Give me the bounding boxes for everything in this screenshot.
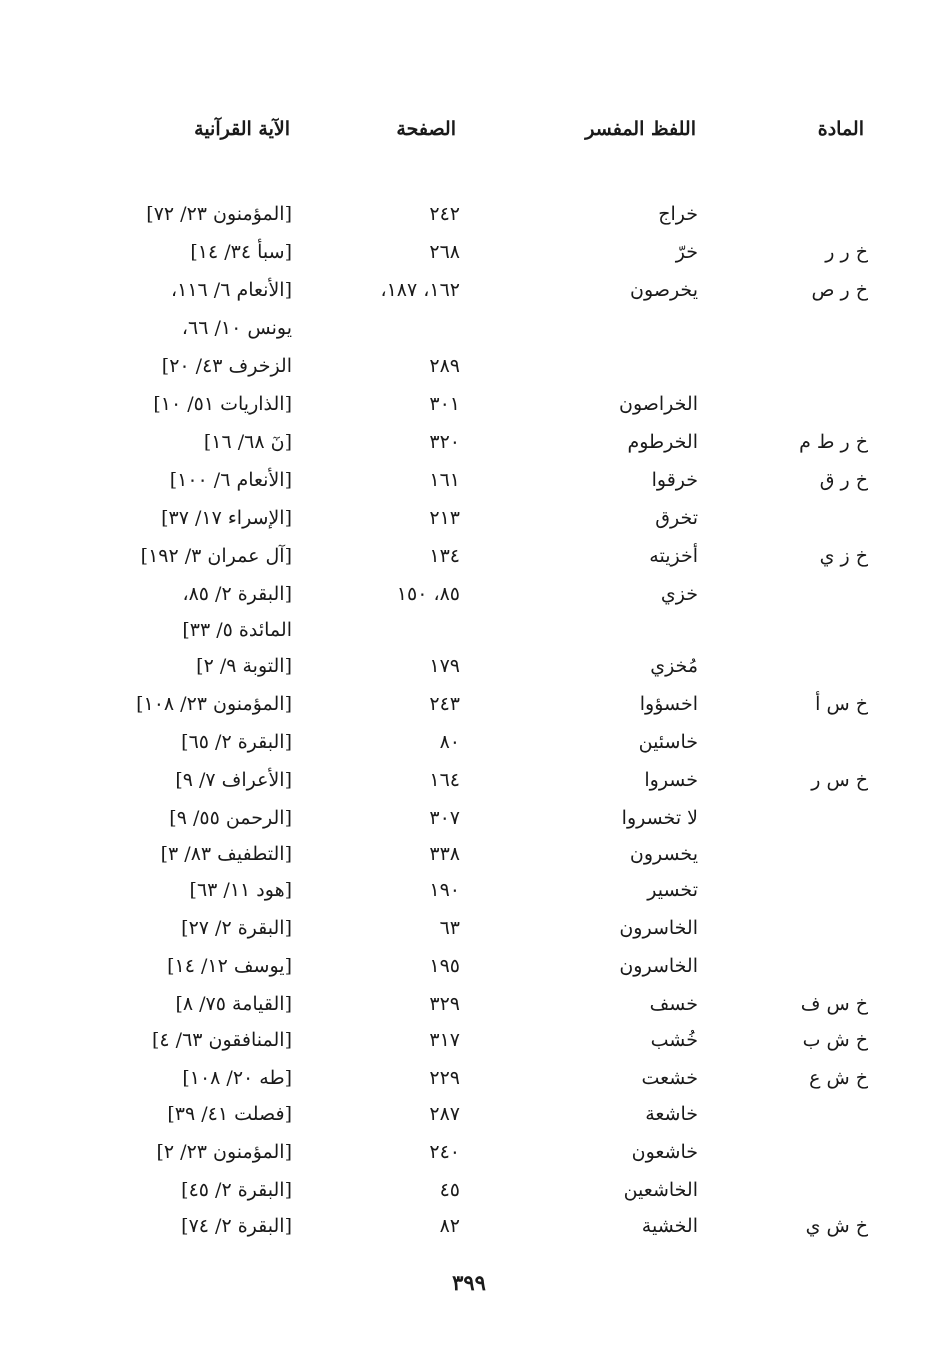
verse-ref-cell: الزخرف ٤٣/ ٢٠] [161,355,292,377]
verse-ref-cell: [البقرة ٢/ ٤٥] [181,1179,292,1201]
page-cell: ٢٦٨ [429,241,460,263]
word-cell: الخشية [641,1215,698,1237]
table-row [0,948,938,984]
page-cell: ٨٠ [439,731,460,753]
page-cell: ١٦٤ [429,769,460,791]
table-row [0,986,938,1022]
header-root: المادة [817,118,864,140]
page-number: ٣٩٩ [452,1270,486,1295]
table-row [0,686,938,722]
page-cell: ٢١٣ [429,507,460,529]
page-cell: ١٩٥ [429,955,460,977]
table-row [0,272,938,308]
word-cell: خرّ [675,241,698,263]
verse-ref-cell: [القيامة ٧٥/ ٨] [175,993,292,1015]
verse-ref-cell: [هود ١١/ ٦٣] [189,879,292,901]
verse-ref-cell: [المنافقون ٦٣/ ٤] [151,1029,292,1051]
verse-ref-cell: [المؤمنون ٢٣/ ١٠٨] [136,693,292,715]
table-row [0,234,938,270]
verse-ref-cell: [البقرة ٢/ ٨٥، [182,583,292,605]
root-cell: خ ز ي [819,545,868,567]
word-cell: أخزيته [649,545,698,567]
page-cell: ١٩٠ [429,879,460,901]
table-row [0,196,938,232]
table-row [0,348,938,384]
verse-ref-cell: يونس ١٠/ ٦٦، [181,317,292,339]
word-cell: مُخزي [650,655,698,677]
table-row [0,424,938,460]
word-cell: خاشعون [631,1141,698,1163]
table-row [0,1134,938,1170]
word-cell: اخسؤوا [639,693,698,715]
verse-ref-cell: [المؤمنون ٢٣/ ٢] [156,1141,292,1163]
verse-ref-cell: [المؤمنون ٢٣/ ٧٢] [146,203,292,225]
table-row [0,1172,938,1208]
verse-ref-cell: [الرحمن ٥٥/ ٩] [169,807,292,829]
table-row [0,462,938,498]
table-row [0,800,938,836]
word-cell: خراج [658,203,698,225]
word-cell: تخسير [647,879,698,901]
verse-ref-cell: [طه ٢٠/ ١٠٨] [182,1067,292,1089]
table-row [0,612,938,648]
table-row [0,1208,938,1244]
page-cell: ٣٠١ [429,393,460,415]
verse-ref-cell: [آل عمران ٣/ ١٩٢] [140,545,292,567]
word-cell: خزي [660,583,698,605]
root-cell: خ س ف [800,993,868,1015]
page-cell: ٢٨٧ [429,1103,460,1125]
page-cell: ٣٢٩ [429,993,460,1015]
root-cell: خ ش ي [805,1215,868,1237]
table-row [0,576,938,612]
word-cell: خاشعة [645,1103,698,1125]
word-cell: الخاسرون [619,955,698,977]
header-verse-ref: الآية القرآنية [194,118,290,140]
verse-ref-cell: [الأعراف ٧/ ٩] [175,769,292,791]
table-row [0,386,938,422]
word-cell: خسروا [644,769,698,791]
word-cell: يخرصون [630,279,698,301]
table-row [0,836,938,872]
page-cell: ٨٢ [439,1215,460,1237]
word-cell: الخاسرون [619,917,698,939]
word-cell: الخاشعين [623,1179,698,1201]
table-row [0,1060,938,1096]
word-cell: الخراصون [619,393,698,415]
root-cell: خ ش ع [809,1067,868,1089]
verse-ref-cell: [البقرة ٢/ ٢٧] [181,917,292,939]
verse-ref-cell: [فصلت ٤١/ ٣٩] [167,1103,292,1125]
table-row [0,1022,938,1058]
root-cell: خ ش ب [802,1029,868,1051]
table-row [0,648,938,684]
verse-ref-cell: [الأنعام ٦/ ١١٦، [170,279,292,301]
root-cell: خ ر ق [819,469,868,491]
page-cell: ٣٠٧ [429,807,460,829]
table-row [0,762,938,798]
page-cell: ١٧٩ [429,655,460,677]
root-cell: خ ر ر [825,241,868,263]
table-row [0,1096,938,1132]
table-row [0,500,938,536]
word-cell: خُشب [650,1029,698,1051]
page-cell: ٤٥ [439,1179,460,1201]
word-cell: لا تخسروا [621,807,698,829]
verse-ref-cell: [التوبة ٩/ ٢] [196,655,292,677]
page-cell: ١٣٤ [429,545,460,567]
page-cell: ١٦٢، ١٨٧، [380,279,460,301]
page-cell: ٢٤٠ [429,1141,460,1163]
page-cell: ١٦١ [429,469,460,491]
verse-ref-cell: المائدة ٥/ ٣٣] [182,619,292,641]
verse-ref-cell: [البقرة ٢/ ٦٥] [181,731,292,753]
root-cell: خ ر ص [811,279,868,301]
page-cell: ٣١٧ [429,1029,460,1051]
root-cell: خ س ر [811,769,868,791]
page-cell: ٦٣ [439,917,460,939]
word-cell: الخرطوم [627,431,698,453]
word-cell: خرقوا [651,469,698,491]
verse-ref-cell: [التطفيف ٨٣/ ٣] [160,843,292,865]
page-cell: ٢٤٢ [429,203,460,225]
page-cell: ٢٤٣ [429,693,460,715]
word-cell: تخرق [655,507,698,529]
table-row [0,872,938,908]
word-cell: خاسئين [638,731,698,753]
verse-ref-cell: [البقرة ٢/ ٧٤] [181,1215,292,1237]
verse-ref-cell: [الذاريات ٥١/ ١٠] [153,393,292,415]
word-cell: خشعت [641,1067,698,1089]
word-cell: يخسرون [629,843,698,865]
word-cell: خسف [649,993,698,1015]
verse-ref-cell: [الأنعام ٦/ ١٠٠] [169,469,292,491]
verse-ref-cell: [يوسف ١٢/ ١٤] [167,955,292,977]
page-cell: ٢٨٩ [429,355,460,377]
table-row [0,724,938,760]
table-row [0,910,938,946]
table-row [0,310,938,346]
verse-ref-cell: [الإسراء ١٧/ ٣٧] [161,507,292,529]
page-cell: ٣٣٨ [429,843,460,865]
page-cell: ٢٢٩ [429,1067,460,1089]
page-cell: ٣٢٠ [429,431,460,453]
root-cell: خ س أ [815,693,868,715]
table-row [0,538,938,574]
verse-ref-cell: [سبأ ٣٤/ ١٤] [190,241,292,263]
verse-ref-cell: [نٓ ٦٨/ ١٦] [203,431,292,453]
header-word: اللفظ المفسر [585,118,696,140]
root-cell: خ ر ط م [799,431,868,453]
header-page: الصفحة [396,118,456,140]
page-cell: ٨٥، ١٥٠ [396,583,460,605]
